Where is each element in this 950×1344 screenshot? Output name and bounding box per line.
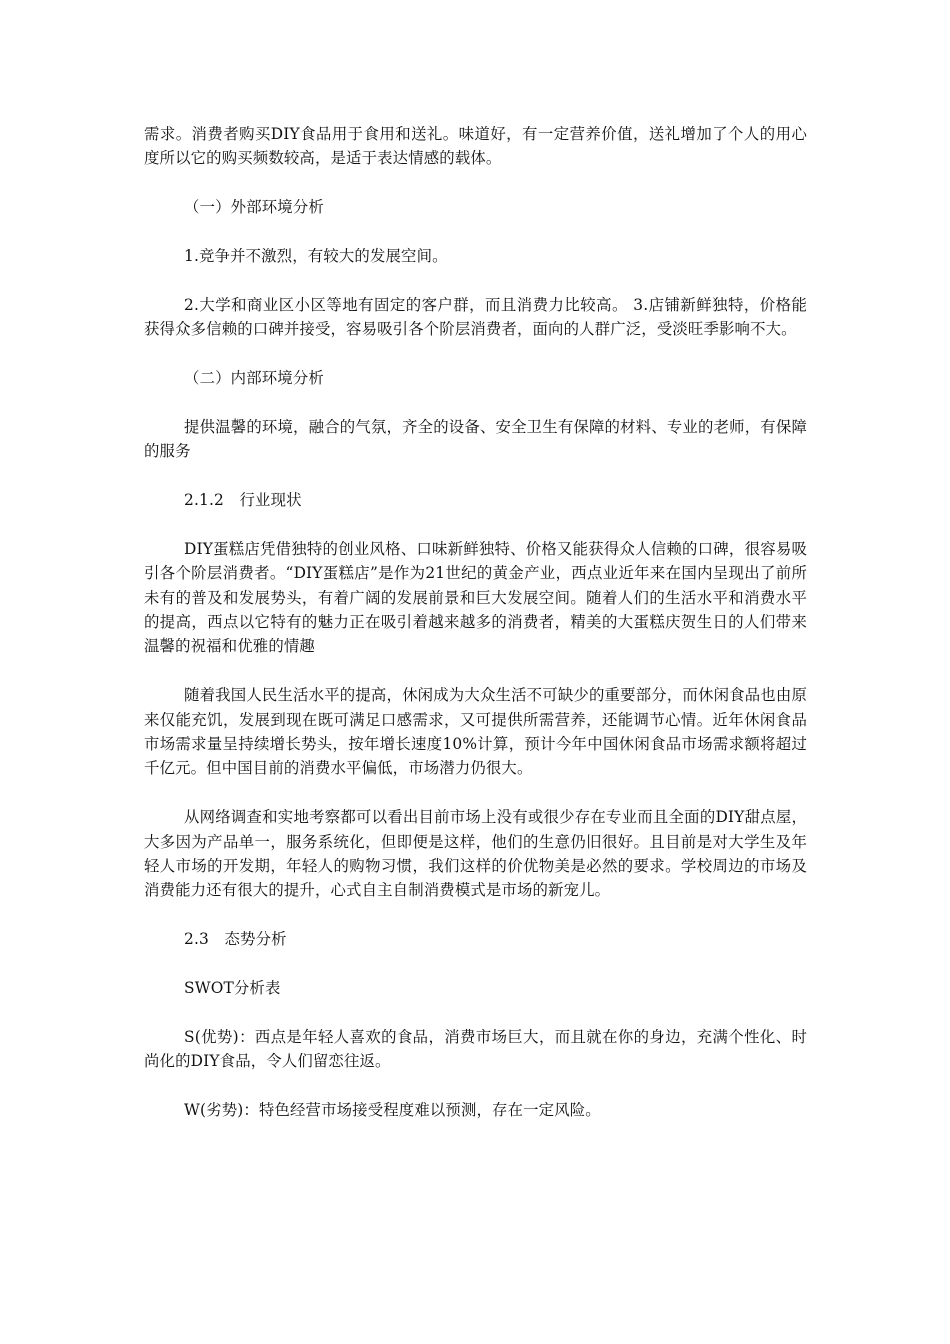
heading-situation-analysis: 2.3 态势分析	[184, 930, 287, 949]
paragraph-diy-cake-industry: DIY蛋糕店凭借独特的创业风格、口味新鲜独特、价格又能获得众人信赖的口碑，很容易吸引各个阶层消费者。“DIY蛋糕店”是作为21世纪的黄金产业，西点业近年来在国内呈现出了前所未有的普及和发展势头，有着广阔的发展前景和巨大发展空间。随着人们的生活水平和消费水平的提高，西点以它特有的魅力正在吸引着越来越多的消费者，精美的大蛋糕庆贺生日的人们带来温馨的祝福和优雅的情趣	[144, 539, 807, 656]
paragraph-demand-intro: 需求。消费者购买DIY食品用于食用和送礼。味道好，有一定营养价值，送礼增加了个人的用心度所以它的购买频数较高，是适于表达情感的载体。	[144, 125, 807, 168]
document-body	[144, 122, 807, 1147]
paragraph-competition: 1.竞争并不激烈，有较大的发展空间。	[184, 247, 448, 265]
heading-industry-status: 2.1.2 行业现状	[184, 491, 302, 509]
paragraph-strengths: S(优势)：西点是年轻人喜欢的食品，消费市场巨大，而且就在你的身边，充满个性化、时尚化的DIY食品，令人们留恋往返。	[144, 1027, 807, 1071]
heading-external-environment: （一）外部环境分析	[184, 198, 324, 217]
paragraph-customers-store: 2.大学和商业区小区等地有固定的客户群，而且消费力比较高。 3.店铺新鲜独特，价格能获得众多信赖的口碑并接受，容易吸引各个阶层消费者，面向的人群广泛，受淡旺季影响不大。	[144, 295, 807, 339]
paragraph-market-research: 从网络调查和实地考察都可以看出目前市场上没有或很少存在专业而且全面的DIY甜点屋，大多因为产品单一，服务系统化，但即便是这样，他们的生意仍旧很好。且目前是对大学生及年轻人市场的开发期，年轻人的购物习惯，我们这样的价优物美是必然的要求。学校周边的市场及消费能力还有很大的提升，心式自主自制消费模式是市场的新宠儿。	[144, 808, 807, 900]
heading-swot-table: SWOT分析表	[184, 979, 281, 998]
paragraph-weaknesses: W(劣势)：特色经营市场接受程度难以预测，存在一定风险。	[184, 1101, 601, 1120]
heading-internal-environment: （二）内部环境分析	[184, 369, 324, 387]
paragraph-internal-services: 提供温馨的环境，融合的气氛，齐全的设备、安全卫生有保障的材料、专业的老师，有保障的服务	[144, 417, 807, 461]
paragraph-leisure-food-market: 随着我国人民生活水平的提高，休闲成为大众生活不可缺少的重要部分，而休闲食品也由原来仅能充饥，发展到现在既可满足口感需求，又可提供所需营养，还能调节心情。近年休闲食品市场需求量呈持续增长势头，按年增长速度10%计算，预计今年中国休闲食品市场需求额将超过千亿元。但中国目前的消费水平偏低，市场潜力仍很大。	[144, 686, 807, 778]
